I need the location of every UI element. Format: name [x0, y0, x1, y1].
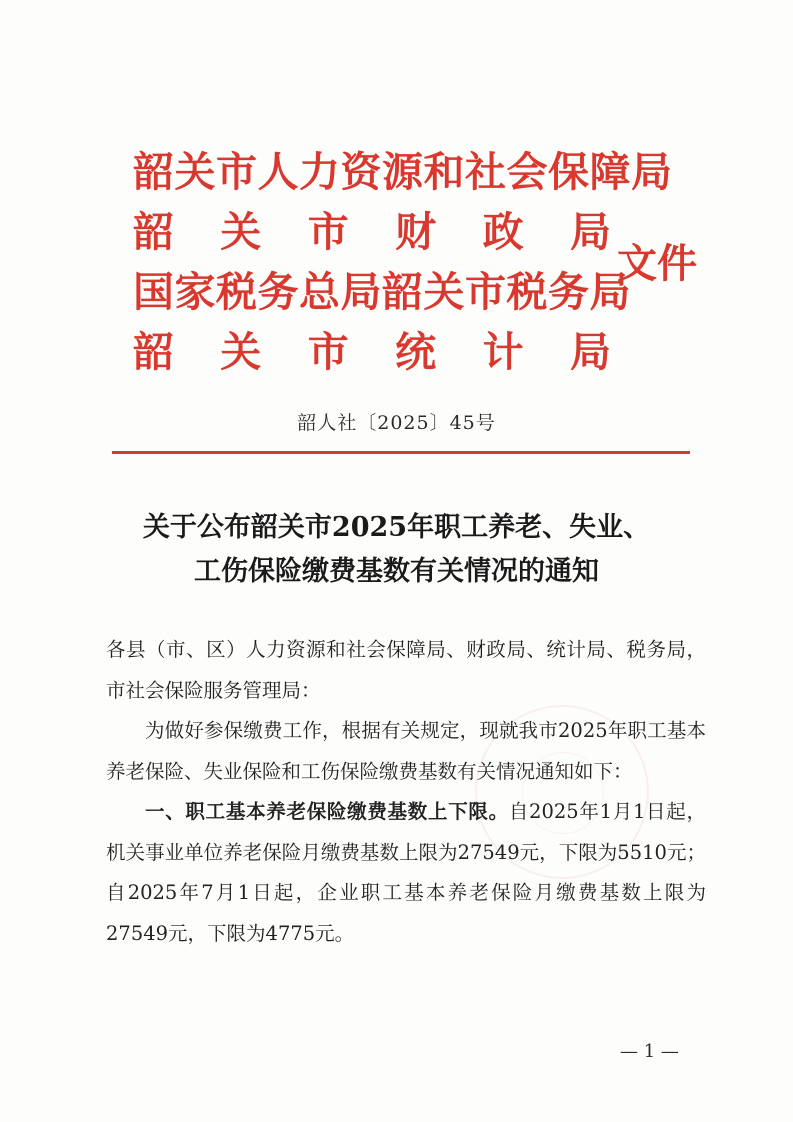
- issuer-char: 关: [220, 208, 262, 256]
- issuer-finance: [133, 202, 611, 262]
- issuer-char: 统: [395, 328, 437, 376]
- red-divider: [112, 451, 690, 454]
- issuer-statistics: [133, 322, 611, 382]
- addressee: 各县（市、区）人力资源和社会保障局、财政局、统计局、税务局，市社会保险服务管理局：: [106, 638, 706, 702]
- intro-paragraph: 为做好参保缴费工作，根据有关规定，现就我市2025年职工基本养老保险、失业保险和工伤保险缴费基数有关情况通知如下：: [106, 719, 706, 783]
- section-1-heading: 一、职工基本养老保险缴费基数上下限。: [145, 800, 509, 823]
- issuer-char: 局: [569, 208, 611, 256]
- document-number: 韶人社〔2025〕45号: [297, 412, 496, 434]
- issuer-char: 韶: [133, 208, 174, 256]
- title-line-2: 工伤保险缴费基数有关情况的通知: [194, 556, 599, 587]
- title-line-1: 关于公布韶关市2025年职工养老、失业、: [142, 512, 651, 543]
- issuer-char: 市: [307, 328, 349, 376]
- issuer-hrss: 韶关市人力资源和社会保障局: [133, 148, 673, 196]
- issuer-char: 关: [220, 328, 262, 376]
- notice-title: [0, 506, 793, 594]
- notice-body: [106, 630, 706, 954]
- issuer-char: 局: [569, 328, 611, 376]
- issuer-tax: 国家税务总局韶关市税务局: [133, 268, 631, 316]
- issuer-char: 计: [482, 328, 524, 376]
- page-number: — 1 —: [620, 1041, 679, 1062]
- issuer-char: 财: [395, 208, 437, 256]
- section-1-paragraph: [106, 792, 706, 954]
- section-1-text: 自2025年1月1日起，机关事业单位养老保险月缴费基数上限为27549元，下限为5510元；自2025年7月1日起，企业职工基本养老保险月缴费基数上限为27549元，下限为4775元。: [106, 800, 706, 945]
- file-label: 文件: [617, 241, 697, 287]
- issuer-char: 政: [482, 208, 524, 256]
- issuer-char: 韶: [133, 328, 174, 376]
- issuer-char: 市: [307, 208, 349, 256]
